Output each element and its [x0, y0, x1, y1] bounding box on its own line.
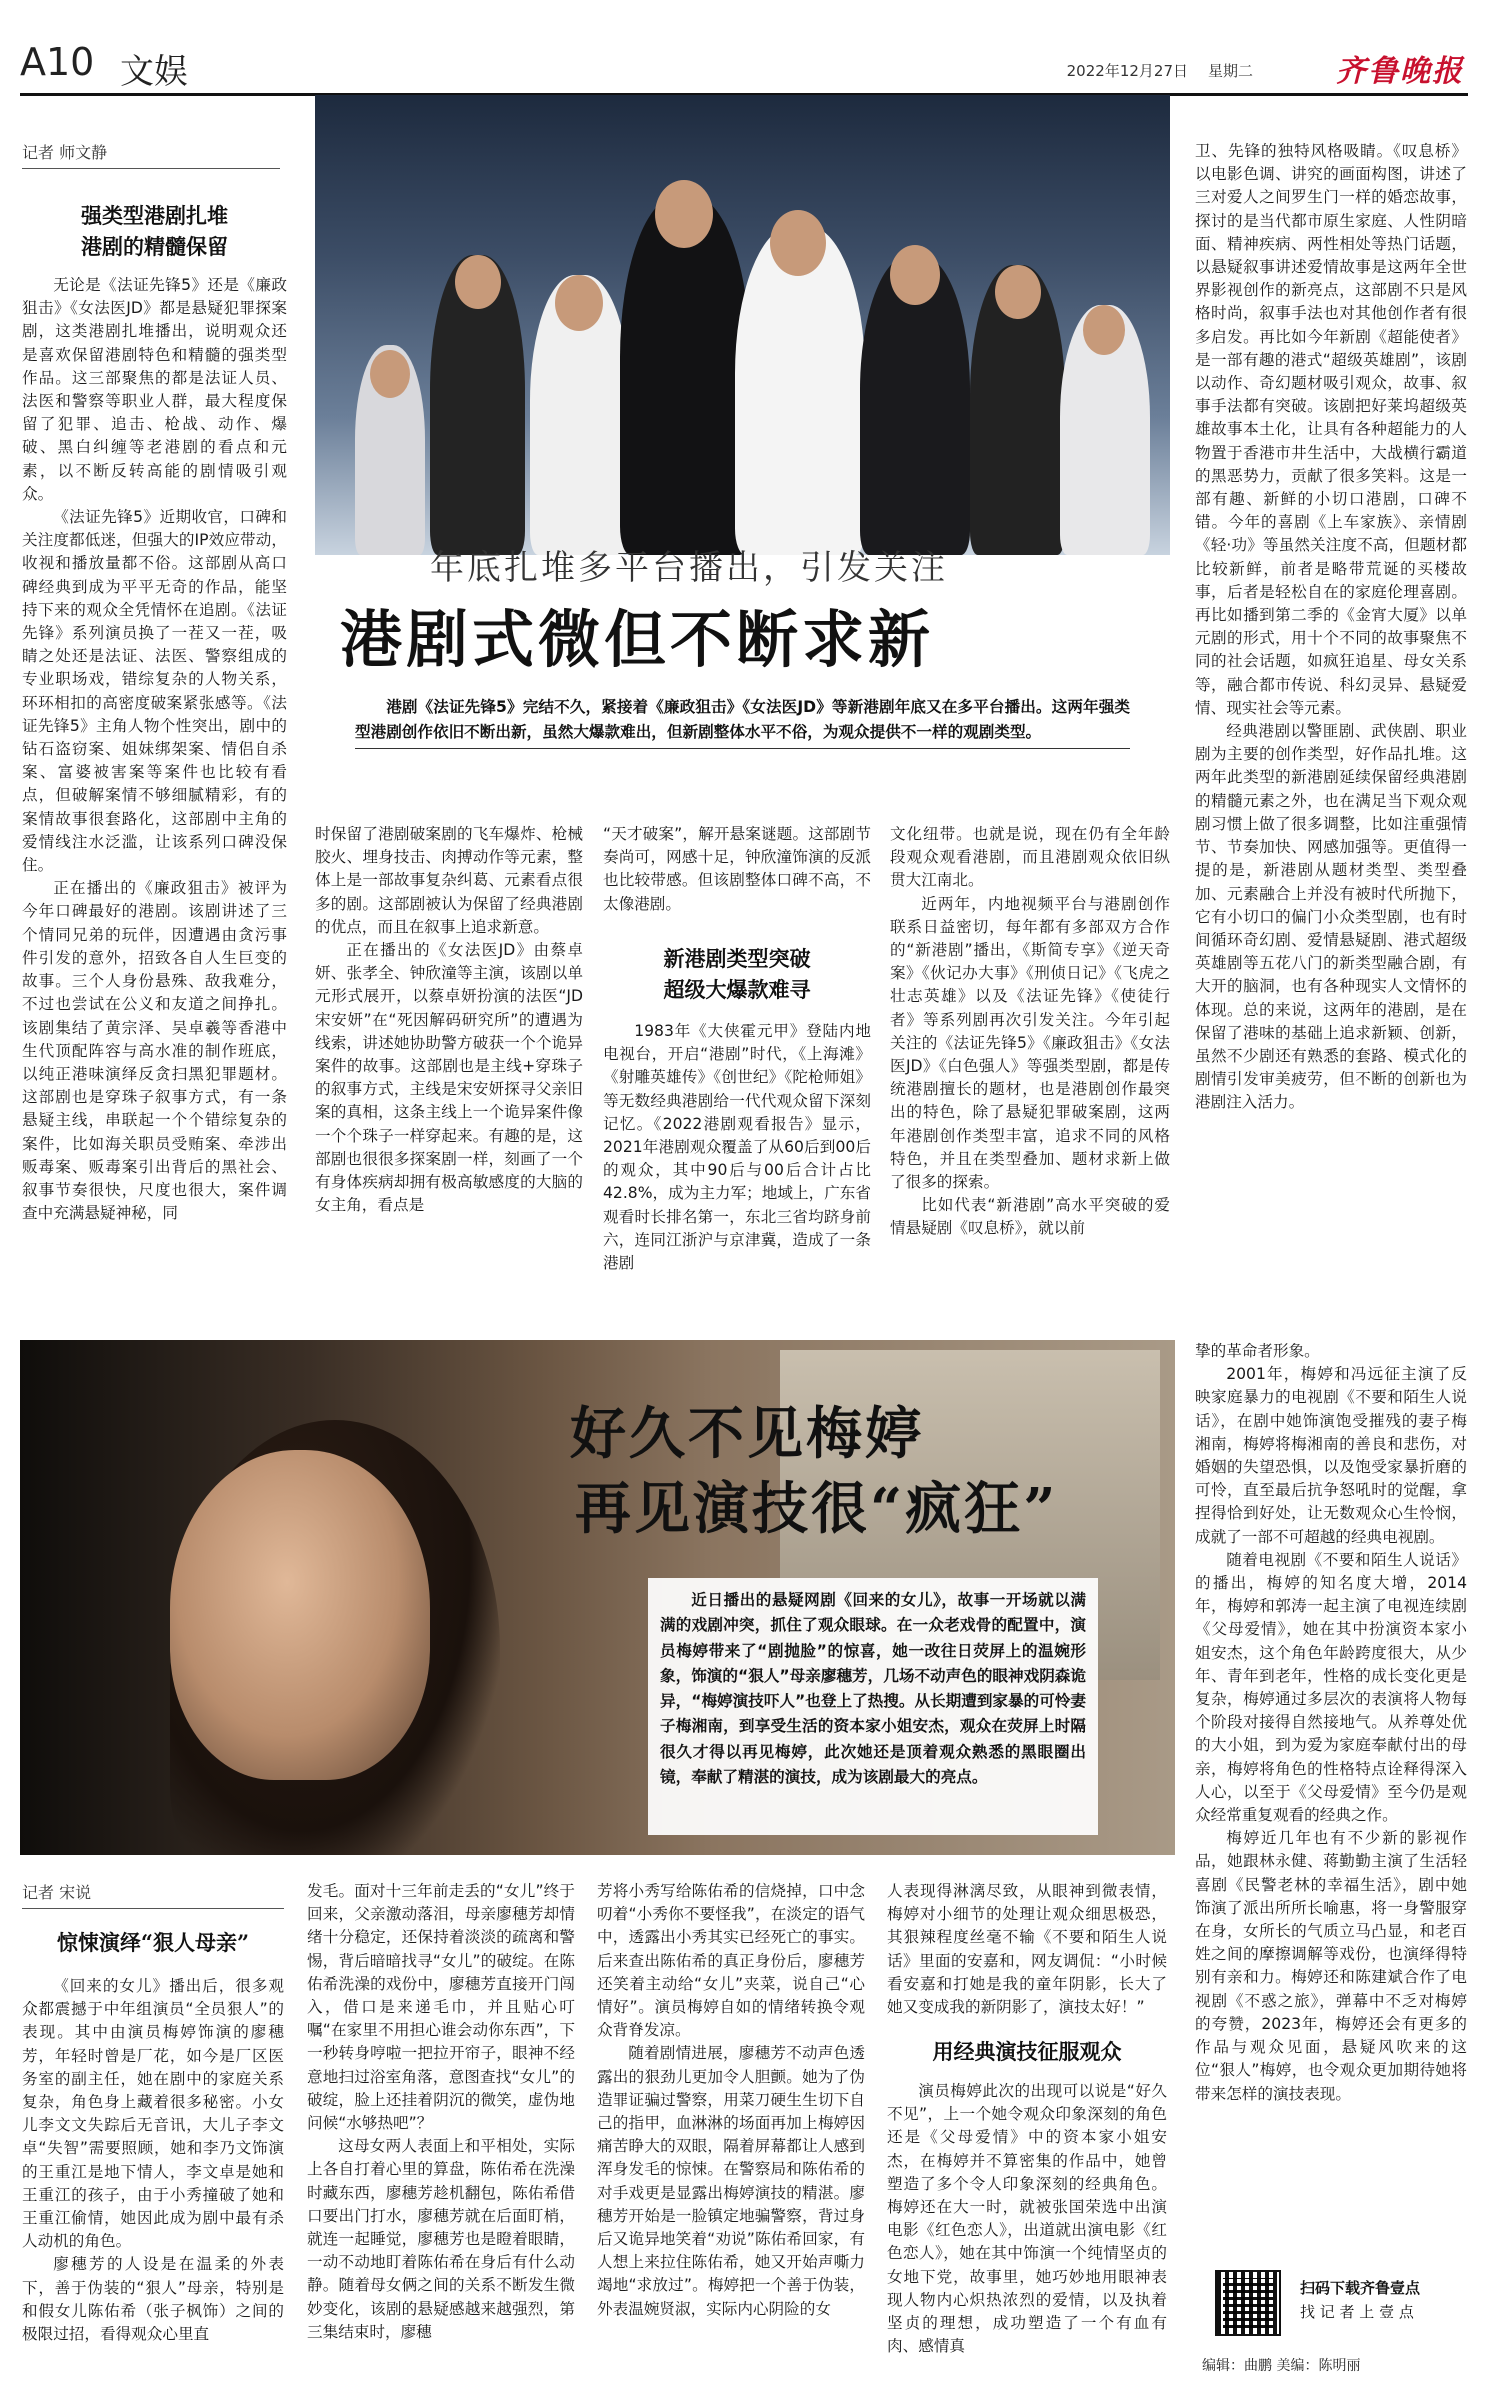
- cast-head: [655, 180, 713, 248]
- article2-byline: 记者 宋说: [22, 1880, 284, 1903]
- paragraph: 《回来的女儿》播出后，很多观众都震撼于中年组演员“全员狠人”的表现。其中由演员梅婷饰演的廖穗芳，年轻时曾是厂花，如今是厂区医务室的副主任，她在剧中的家庭关系复杂，角色身上藏着很多秘密。小女儿李文文失踪后无音讯，大儿子李文卓“失智”需要照顾，她和李乃文饰演的王重江是地下情人，李文卓是她和王重江的孩子，由于小秀撞破了她和王重江偷情，她因此成为剧中最有杀人动机的角色。: [22, 1977, 284, 2251]
- paragraph: 卫、先锋的独特风格吸睛。《叹息桥》以电影色调、讲究的画面构图，讲述了三对爱人之间罗生门一样的婚恋故事，探讨的是当代都市原生家庭、人性阴暗面、精神疾病、两性相处等热门话题，以悬疑叙事讲述爱情故事是这两年全世界影视创作的新亮点，这部剧不只是风格时尚，叙事手法也对其他创作者有很多启发。再比如今年新剧《超能使者》是一部有趣的港式“超级英雄剧”，该剧以动作、奇幻题材吸引观众，故事、叙事手法都有突破。该剧把好莱坞超级英雄故事本土化，让具有各种超能力的人物置于香港市井生活中，大战横行霸道的黑恶势力，贡献了很多笑料。这是一部有趣、新鲜的小切口港剧，口碑不错。今年的喜剧《上车家族》、亲情剧《轻·功》等虽然关注度不高，但题材都比较新鲜，前者是略带荒诞的买楼故事，后者是轻松自在的家庭伦理喜剧。再比如播到第二季的《金宵大厦》以单元剧的形式，用十个不同的故事聚焦不同的社会话题，如疯狂追星、母女关系等，融合都市传说、科幻灵异、悬疑爱情、现实社会等元素。: [1195, 142, 1467, 717]
- article1-headline: 港剧式微但不断求新: [340, 603, 935, 676]
- paragraph: 2001年，梅婷和冯远征主演了反映家庭暴力的电视剧《不要和陌生人说话》，在剧中她饰演饱受摧残的妻子梅湘南，梅婷将梅湘南的善良和悲伤，对婚姻的失望恐惧，以及饱受家暴折磨的可怜，直至最后抗争怒吼时的觉醒，拿捏得恰到好处，让无数观众心生怜悯，成就了一部不可超越的经典电视剧。: [1195, 1365, 1467, 1546]
- cast-head: [370, 350, 410, 398]
- paragraph: 文化纽带。也就是说，现在仍有全年龄段观众观看港剧，而且港剧观众依旧纵贯大江南北。: [890, 825, 1170, 890]
- qr-label: 扫码下载齐鲁壹点: [1300, 2279, 1421, 2297]
- cast-head: [995, 265, 1041, 319]
- qr-sublabel: 找 记 者 上 壹 点: [1300, 2303, 1414, 2321]
- paragraph: 1983年《大侠霍元甲》登陆内地电视台，开启“港剧”时代，《上海滩》《射雕英雄传》《创世纪》《陀枪师姐》等无数经典港剧给一代代观众留下深刻记忆。《2022港剧观看报告》显示，2021年港剧观众覆盖了从60后到00后的观众，其中90后与00后合计占比42.8%，成为主力军；地域上，广东省观看时长排名第一，东北三省均跻身前六，连同江浙沪与京津冀，造成了一条港剧: [603, 1022, 871, 1273]
- article2-column-5: [1195, 1340, 1467, 2340]
- article2-column-2: [307, 1880, 575, 2385]
- paragraph: 《法证先锋5》近期收官，口碑和关注度都低迷，但强大的IP效应带动，收视和播放量都不俗。这部剧从高口碑经典到成为平平无奇的作品，能坚持下来的观众全凭情怀在追剧。《法证先锋》系列演员换了一茬又一茬，吸睛之处还是法证、法医、警察组成的专业职场戏，错综复杂的人物关系，环环相扣的高密度破案紧张感等。《法证先锋5》主角人物个性突出，剧中的钻石盗窃案、姐妹绑架案、情侣自杀案、富婆被害案等案件也比较有看点，但破解案情不够细腻精彩，有的案情故事很套路化，这部剧中主角的爱情线注水泛滥，让该系列口碑没保住。: [22, 508, 287, 875]
- editor-credits: 编辑：曲鹏 美编：陈明丽: [1202, 2358, 1361, 2374]
- issue-date: 2022年12月27日: [1066, 62, 1188, 80]
- page-number: A10: [20, 40, 95, 84]
- article1-kicker: 年底扎堆多平台播出，引发关注: [430, 548, 948, 588]
- paragraph: 随着剧情进展，廖穗芳不动声色透露出的狠劲儿更加令人胆颤。她为了伪造罪证骗过警察，用菜刀硬生生切下自己的指甲，血淋淋的场面再加上梅婷因痛苦睁大的双眼，隔着屏幕都让人感到浑身发毛的惊悚。在警察局和陈佑希的对手戏更是显露出梅婷演技的精湛。廖穗芳开始是一脸镇定地骗警察，背过身后又诡异地笑着“劝说”陈佑希回家，有人想上来拉住陈佑希，她又开始声嘶力竭地“求放过”。梅婷把一个善于伪装，外表温婉贤淑，实际内心阴险的女: [597, 2044, 865, 2318]
- article2-column-4b: [887, 2080, 1167, 2385]
- subheading-line: 港剧的精髓保留: [81, 234, 228, 259]
- article1-column-2: [315, 823, 583, 1281]
- paragraph: 随着电视剧《不要和陌生人说话》的播出，梅婷的知名度大增，2014年，梅婷和郭涛一起主演了电视连续剧《父母爱情》，她在其中扮演资本家小姐安杰，这个角色年龄跨度很大，从少年、青年到老年，性格的成长变化更是复杂，梅婷通过多层次的表演将人物每个阶段对接得自然接地气。从养尊处优的大小姐，到为爱为家庭奉献付出的母亲，梅婷将角色的性格特点诠释得深入人心，以至于《父母爱情》至今仍是观众经常重复观看的经典之作。: [1195, 1550, 1467, 1825]
- paragraph: 近两年，内地视频平台与港剧创作联系日益密切，每年都有多部双方合作的“新港剧”播出，《斯简专享》《逆天奇案》《伙记办大事》《刑侦日记》《飞虎之壮志英雄》以及《法证先锋》《使徒行者》等系列剧再次引发关注。今年引起关注的《法证先锋5》《廉政狙击》《女法医JD》《白色强人》等强类型剧，都是传统港剧擅长的题材，也是港剧创作最突出的特色，除了悬疑犯罪破案剧，这两年港剧创作类型丰富，追求不同的风格特色，并且在类型叠加、题材求新上做了很多的探索。: [890, 894, 1170, 1192]
- article1-lead: 港剧《法证先锋5》完结不久，紧接着《廉政狙击》《女法医JD》等新港剧年底又在多平台播出。这两年强类型港剧创作依旧不断出新，虽然大爆款难出，但新剧整体水平不俗，为观众提供不一样的观剧类型。: [355, 695, 1130, 749]
- article1-column-4: [890, 823, 1170, 1281]
- cast-figure: [620, 195, 750, 555]
- article1-column-3b: [603, 1020, 871, 1282]
- paragraph: 这母女两人表面上和平相处，实际上各自打着心里的算盘，陈佑希在洗澡时藏东西，廖穗芳趁机翻包，陈佑希借口要出门打水，廖穗芳就在后面盯梢，就连一起睡觉，廖穗芳也是瞪着眼睛，一动不动地盯着陈佑希在身后有什么动静。随着母女俩之间的关系不断发生微妙变化，该剧的悬疑感越来越强烈，第三集结束时，廖穗: [307, 2137, 575, 2341]
- paragraph: 无论是《法证先锋5》还是《廉政狙击》《女法医JD》都是悬疑犯罪探案剧，这类港剧扎堆播出，说明观众还是喜欢保留港剧特色和精髓的强类型作品。这三部聚焦的都是法证人员、法医和警察等职业人群，最大程度保留了犯罪、追击、枪战、动作、爆破、黑白纠缠等老港剧的看点和元素，以不断反转高能的剧情吸引观众。: [22, 276, 287, 503]
- article2-column-1: [22, 1975, 284, 2385]
- newspaper-logo: 齐鲁晚报: [1336, 54, 1464, 89]
- qr-caption: [1300, 2276, 1420, 2324]
- subheading-line: 超级大爆款难寻: [663, 977, 811, 1002]
- cast-head: [455, 255, 501, 309]
- paragraph: 廖穗芳的人设是在温柔的外表下，善于伪装的“狠人”母亲，特别是和假女儿陈佑希（张子枫饰）之间的极限过招，看得观众心里直: [22, 2255, 284, 2344]
- article1-subheading-2: [603, 943, 871, 1005]
- article1-column-3: [603, 823, 871, 923]
- paragraph: 人表现得淋漓尽致，从眼神到微表情，梅婷对小细节的处理让观众细思极恐，其狠辣程度丝毫不输《不要和陌生人说话》里面的安嘉和，网友调侃：“小时候看安嘉和打她是我的童年阴影，长大了她又变成我的新阴影了，演技太好！”: [887, 1882, 1167, 2017]
- article2-column-4: [887, 1880, 1167, 2020]
- article2-subheading-2: 用经典演技征服观众: [932, 2039, 1122, 2064]
- article1-column-5: [1195, 140, 1467, 1282]
- cast-head: [890, 245, 940, 305]
- actress-face: [170, 1450, 430, 1780]
- paragraph: 正在播出的《廉政狙击》被评为今年口碑最好的港剧。该剧讲述了三个情同兄弟的玩伴，因遭遇由贪污事件引发的意外，招致各自人生巨变的故事。三个人身份悬殊、敌我难分，不过也尝试在公义和友道之间挣扎。该剧集结了黄宗泽、吴卓羲等香港中生代顶配阵容与高水准的制作班底，以纯正港味演绎反贪扫黑犯罪题材。这部剧也是穿珠子叙事方式，有一条悬疑主线，串联起一个个错综复杂的案件，比如海关职员受贿案、牵涉出贩毒案、贩毒案引出背后的黑社会、叙事节奏很快，尺度也很大，案件调查中充满悬疑神秘，同: [22, 879, 287, 1223]
- article2-headline-line1: 好久不见梅婷: [570, 1401, 924, 1467]
- article2-column-3: [597, 1880, 865, 2385]
- paragraph: 梅婷近几年也有不少新的影视作品，她跟林永健、蒋勤勤主演了生活轻喜剧《民警老林的幸福生活》，剧中她饰演了派出所所长喻惠，将一身警服穿在身，女所长的气质立马凸显，和老百姓之间的摩擦调解等戏份，也演绎得特别有亲和力。梅婷还和陈建斌合作了电视剧《不惑之旅》，弹幕中不乏对梅婷的夸赞，2023年，梅婷还会有更多的作品与观众见面，悬疑风吹来的这位“狠人”梅婷，也令观众更加期待她将带来怎样的演技表现。: [1195, 1829, 1467, 2103]
- cast-head: [1083, 305, 1125, 355]
- cast-head: [770, 210, 826, 276]
- article1-subheading-1: [22, 200, 287, 262]
- paragraph: 正在播出的《女法医JD》由蔡卓妍、张孝全、钟欣潼等主演，该剧以单元形式展开，以蔡卓妍扮演的法医“JD宋安妍”在“死因解码研究所”的遭遇为线索，讲述她协助警方破获一个个诡异案件的故事。这部剧也是主线+穿珠子的叙事方式，主线是宋安妍探寻父亲旧案的真相，这条主线上一个诡异案件像一个个珠子一样穿起来。有趣的是，这部剧也很很多探案剧一样，刻画了一个有身体疾病却拥有极高敏感度的大脑的女主角，看点是: [315, 941, 583, 1215]
- cast-head: [555, 275, 603, 331]
- subheading-line: 新港剧类型突破: [663, 946, 811, 971]
- paragraph: 比如代表“新港剧”高水平突破的爱情悬疑剧《叹息桥》，就以前: [890, 1196, 1170, 1238]
- paragraph: 经典港剧以警匪剧、武侠剧、职业剧为主要的创作类型，好作品扎堆。这两年此类型的新港剧延续保留经典港剧的精髓元素之外，也在满足当下观众观剧习惯上做了很多调整，比如注重强情节、节奏加快、网感加强等。更值得一提的是，新港剧从题材类型、类型叠加、元素融合上并没有被时代所抛下，它有小切口的偏门小众类型剧，也有时间循环奇幻剧、爱情悬疑剧、港式超级英雄剧等五花八门的新类型融合剧，有大开的脑洞，也有各种现实人文情怀的体现。总的来说，这两年的港剧，是在保留了港味的基础上追求新颖、创新，虽然不少剧还有熟悉的套路、模式化的剧情引发审美疲劳，但不断的创新也为港剧注入活力。: [1195, 722, 1467, 1112]
- section-title: 文娱: [120, 52, 188, 92]
- article1-byline: 记者 师文静: [22, 140, 280, 163]
- paragraph: 演员梅婷此次的出现可以说是“好久不见”，上一个她令观众印象深刻的角色还是《父母爱情》中的资本家小姐安杰，在梅婷并不算密集的作品中，她曾塑造了多个令人印象深刻的经典角色。梅婷还在大一时，就被张国荣选中出演电影《红色恋人》，出道就出演电影《红色恋人》，她在其中饰演一个纯情坚贞的女地下党，故事里，她巧妙地用眼神表现人物内心炽热浓烈的爱情，以及执着坚贞的理想，成功塑造了一个有血有肉、感情真: [887, 2082, 1167, 2356]
- paragraph: 时保留了港剧破案剧的飞车爆炸、枪械胶火、埋身技击、肉搏动作等元素，整体上是一部故事复杂纠葛、元素看点很多的剧。这部剧被认为保留了经典港剧的优点，而且在叙事上追求新意。: [315, 825, 583, 936]
- article2-lead: 近日播出的悬疑网剧《回来的女儿》，故事一开场就以满满的戏剧冲突，抓住了观众眼球。在一众老戏骨的配置中，演员梅婷带来了“剧抛脸”的惊喜，她一改往日荧屏上的温婉形象，饰演的“狠人”母亲廖穗芳，几场不动声色的眼神戏阴森诡异，“梅婷演技吓人”也登上了热搜。从长期遭到家暴的可怜妻子梅湘南，到享受生活的资本家小姐安杰，观众在荧屏上时隔很久才得以再见梅婷，此次她还是顶着观众熟悉的黑眼圈出镜，奉献了精湛的演技，成为该剧最大的亮点。: [648, 1578, 1098, 1835]
- paragraph: 芳将小秀写给陈佑希的信烧掉，口中念叨着“小秀你不要怪我”，在淡定的语气中，透露出小秀其实已经死亡的事实。后来查出陈佑希的真正身份后，廖穗芳还笑着主动给“女儿”夹菜，说自己“心情好”。演员梅婷自如的情绪转换令观众背脊发凉。: [597, 1882, 865, 2040]
- article2-headline-line2: 再见演技很“疯狂”: [575, 1476, 1059, 1542]
- article1-column-1: [22, 274, 287, 1282]
- paragraph: 挚的革命者形象。: [1195, 1342, 1320, 1360]
- paragraph: “天才破案”，解开悬案谜题。这部剧节奏尚可，网感十足，钟欣潼饰演的反派也比较带感。但该剧整体口碑不高，不太像港剧。: [603, 825, 871, 913]
- article2-subheading-1: 惊悚演绎“狠人母亲”: [56, 1930, 250, 1955]
- paragraph: 发毛。面对十三年前走丢的“女儿”终于回来，父亲激动落泪，母亲廖穗芳却情绪十分稳定，还保持着淡淡的疏离和警惕，背后暗暗找寻“女儿”的破绽。在陈佑希洗澡的戏份中，廖穗芳直接开门闯入，借口是来递毛巾，并且贴心叮嘱“在家里不用担心谁会动你东西”，下一秒转身哼啦一把拉开帘子，眼神不经意地扫过浴室角落，意图查找“女儿”的破绽，脸上还挂着阴沉的微笑，虚伪地问候“水够热吧”？: [307, 1882, 575, 2133]
- qr-code-icon[interactable]: [1215, 2270, 1281, 2336]
- cast-photo: [315, 95, 1170, 555]
- subheading-line: 强类型港剧扎堆: [81, 203, 228, 228]
- issue-weekday: 星期二: [1207, 62, 1253, 80]
